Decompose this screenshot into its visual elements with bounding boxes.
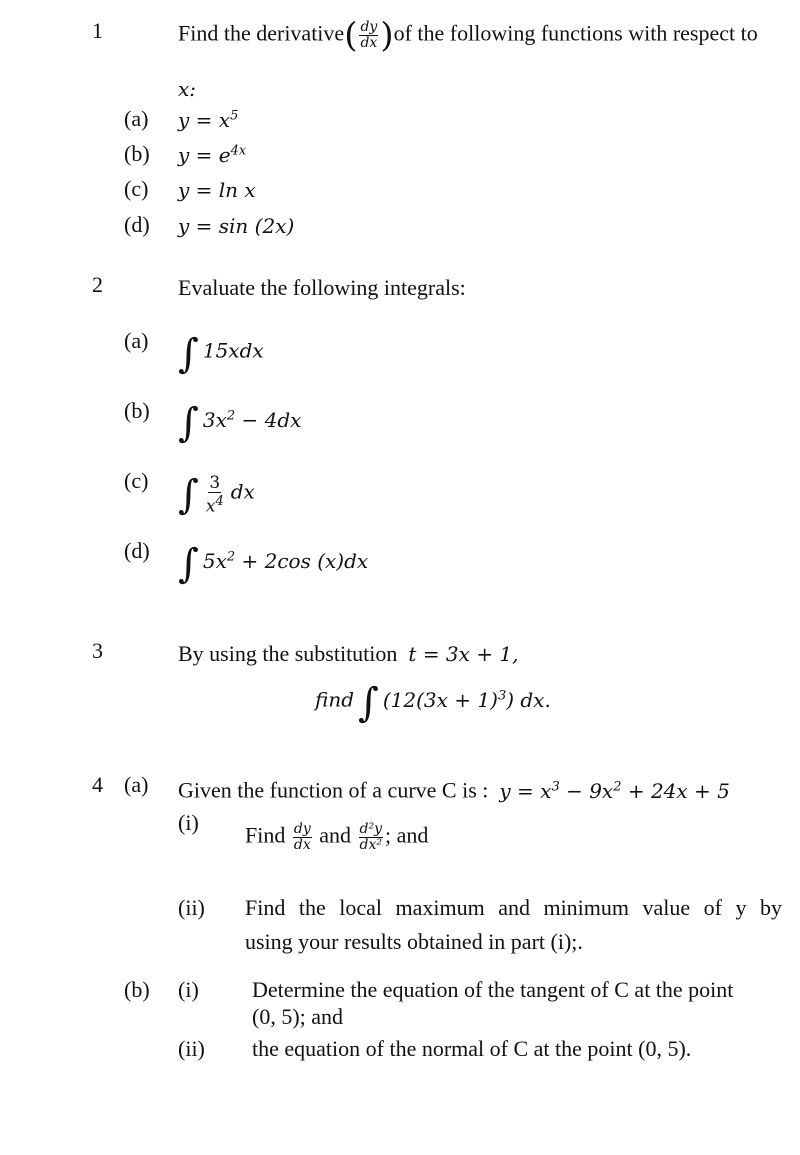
q2-c-fraction <box>205 474 225 516</box>
q2-d-integrand <box>203 549 368 573</box>
q2-b-sup: 2 <box>226 408 236 424</box>
q2-part-d-label: (d) <box>124 538 150 563</box>
q1-var-line: x: <box>178 77 197 101</box>
q4-curve-sup1: 3 <box>551 779 560 794</box>
q4-curve-expr <box>499 779 730 803</box>
q4-a-ii-line1: Find the local maximum and minimum value of y by <box>245 895 782 920</box>
q4-a-i-end: ; and <box>384 822 429 848</box>
q4-a-i-frac1-num: dy <box>293 821 311 837</box>
q4-given-line <box>178 774 730 804</box>
q2-b-pre: 3x <box>202 407 227 432</box>
q1-intro-after: of the following functions with respect to <box>393 20 758 46</box>
q3-intro: By using the substitution <box>178 641 398 666</box>
q3-integrand-pre: (12(3x + 1) <box>382 687 498 712</box>
q2-b-integral-sign: ∫ <box>178 400 199 446</box>
q2-c-post: dx <box>230 479 255 504</box>
q4-b-ii-label: (ii) <box>178 1036 205 1061</box>
q1-paren-open: ( <box>344 15 358 56</box>
q1-dy-dx-fraction <box>359 20 378 51</box>
q2-c-integral-sign: ∫ <box>178 471 199 518</box>
q2-c-num: 3 <box>209 473 221 493</box>
q1-intro <box>178 15 758 56</box>
q4-part-a-label: (a) <box>124 772 149 797</box>
q2-part-b-label: (b) <box>124 398 150 423</box>
q1-paren-close: ) <box>380 15 394 56</box>
q1-intro-before: Find the derivative <box>178 20 345 46</box>
q2-a-integral-sign: ∫ <box>178 331 199 377</box>
q2-part-c-expr <box>178 471 255 518</box>
q4-a-i-frac1 <box>293 822 312 853</box>
q4-part-b-label: (b) <box>124 977 150 1002</box>
q1-part-b-label: (b) <box>124 141 150 166</box>
q2-b-integrand <box>203 408 302 432</box>
q4-curve-post: + 24x + 5 <box>621 778 730 803</box>
q2-part-c-label: (c) <box>124 468 149 493</box>
q2-b-post: − 4dx <box>235 407 302 432</box>
q1-part-b-sup: 4x <box>230 143 247 159</box>
q2-part-a-expr <box>178 331 264 377</box>
q3-integrand-post: ) dx. <box>506 687 551 712</box>
q4-curve-mid: − 9x <box>559 778 614 803</box>
q4-a-i-frac2-den: dx² <box>359 837 382 853</box>
q4-number: 4 <box>92 772 103 797</box>
q1-part-d-label: (d) <box>124 212 150 237</box>
q2-number: 2 <box>92 272 103 297</box>
q1-part-d-expr: y = sin (2x) <box>178 214 295 238</box>
q4-a-i-and: and <box>319 822 351 848</box>
q4-a-ii-label: (ii) <box>178 895 205 920</box>
q3-find-expr <box>315 680 551 726</box>
q2-a-integrand: 15xdx <box>202 338 264 363</box>
q4-a-i-text <box>245 822 428 853</box>
q4-a-i-frac1-den: dx <box>293 837 311 853</box>
q4-b-i-line1: Determine the equation of the tangent of C at the point <box>252 977 734 1002</box>
q1-part-c-expr: y = ln x <box>178 178 256 202</box>
q2-c-den-base: x <box>205 496 216 517</box>
q3-integrand <box>383 688 551 712</box>
q1-part-b-base: y = e <box>178 143 231 167</box>
q2-d-sup: 2 <box>226 549 236 565</box>
q2-c-den-sup: 4 <box>215 494 224 509</box>
q4-a-i-frac2-num: d²y <box>359 821 382 837</box>
q2-part-a-label: (a) <box>124 328 149 353</box>
q2-intro: Evaluate the following integrals: <box>178 275 466 300</box>
q4-a-i-frac2 <box>359 822 383 853</box>
q4-a-i-find: Find <box>245 822 286 848</box>
q1-part-a-base: y = x <box>178 108 231 132</box>
q1-part-a-expr <box>178 108 238 132</box>
q1-part-c-label: (c) <box>124 176 149 201</box>
q2-c-den <box>205 493 225 516</box>
q3-integral-sign: ∫ <box>358 680 379 726</box>
q1-part-b-expr <box>178 143 246 167</box>
q4-a-ii-line2: using your results obtained in part (i);. <box>245 929 583 954</box>
q2-d-integral-sign: ∫ <box>178 541 199 587</box>
q2-d-pre: 5x <box>202 548 227 573</box>
q4-curve-pre: y = x <box>499 778 552 803</box>
q3-find-word: find <box>315 687 355 712</box>
q3-sub-expr: t = 3x + 1, <box>408 642 519 666</box>
q1-part-a-label: (a) <box>124 106 149 131</box>
q3-number: 3 <box>92 638 103 663</box>
q1-frac-den: dx <box>360 35 378 51</box>
q4-b-ii-line1: the equation of the normal of C at the point (0, 5). <box>252 1036 692 1061</box>
q3-intro-line <box>178 641 519 667</box>
q4-b-i-line2: (0, 5); and <box>252 1004 344 1029</box>
q1-part-a-sup: 5 <box>230 108 239 124</box>
q4-curve-sup2: 2 <box>613 779 622 794</box>
q2-part-d-expr <box>178 541 369 587</box>
q3-integrand-sup: 3 <box>497 688 507 704</box>
q1-frac-num: dy <box>360 19 378 35</box>
q4-given-text: Given the function of a curve C is : <box>178 777 489 803</box>
q2-d-post: + 2cos (x)dx <box>235 548 369 573</box>
q4-b-i-label: (i) <box>178 977 199 1002</box>
q4-a-i-label: (i) <box>178 810 199 835</box>
q2-part-b-expr <box>178 400 302 446</box>
q1-number: 1 <box>92 18 103 43</box>
